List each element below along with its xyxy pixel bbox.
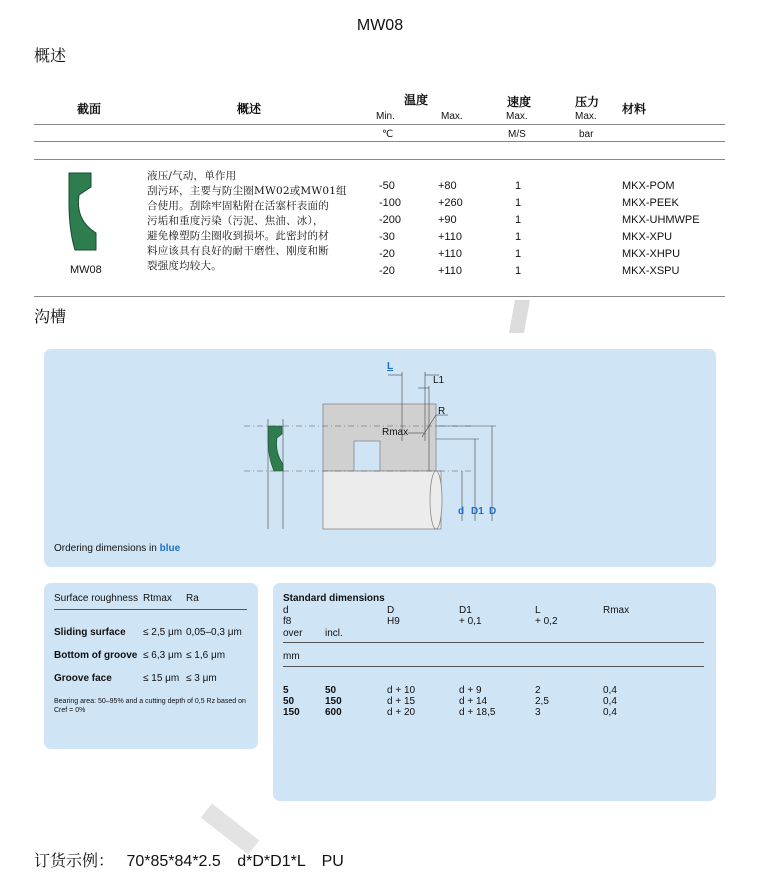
cell-max: +260 [438, 197, 463, 209]
cell-speed: 1 [515, 180, 522, 192]
caption-text: Ordering dimensions in [54, 543, 160, 554]
description-line: 刮污环，主要与防尘圈MW02或MW01组 [147, 185, 347, 197]
standard-cell-incl: 150 [325, 696, 342, 707]
order-example-formula: d*D*D1*L [237, 853, 306, 870]
watermark-stripe-bottom [201, 803, 259, 854]
surface-col-rtmax: Rtmax [143, 593, 172, 604]
surface-row-label: Sliding surface [54, 627, 126, 638]
dim-label-R: R [438, 406, 446, 417]
standard-unit: mm [283, 651, 300, 662]
caption-blue-word: blue [159, 543, 181, 554]
divider [54, 609, 247, 610]
cell-max: +80 [438, 180, 457, 192]
standard-h-L-tol: + 0,2 [535, 616, 558, 627]
standard-title: Standard dimensions [283, 593, 385, 604]
cell-min: -50 [379, 180, 395, 192]
column-max-temp [438, 180, 463, 282]
header-max-speed: Max. [506, 111, 528, 122]
standard-h-D: D [387, 605, 395, 616]
cell-speed: 1 [515, 214, 522, 226]
column-speed [515, 180, 521, 282]
cell-material: MKX-PEEK [622, 197, 679, 209]
description-line: 裂强度均较大。 [147, 260, 222, 272]
unit-speed: M/S [508, 129, 526, 140]
surface-row-ra: ≤ 1,6 μm [186, 650, 226, 661]
surface-roughness-panel [44, 583, 258, 749]
column-material [622, 180, 700, 282]
groove-diagram-panel [44, 349, 716, 567]
standard-cell-Rmax: 0,4 [603, 696, 617, 707]
surface-row-rtmax: ≤ 15 μm [143, 673, 180, 684]
standard-h-L: L [535, 605, 541, 616]
cell-material: MKX-XPU [622, 231, 673, 243]
standard-h-over: over [283, 628, 303, 639]
standard-cell-D: d + 20 [387, 707, 416, 718]
unit-pressure: bar [579, 129, 594, 140]
cell-speed: 1 [515, 265, 522, 277]
surface-row-ra: ≤ 3 μm [186, 673, 217, 684]
surface-header-label: Surface roughness [54, 593, 138, 604]
header-overview: 概述 [237, 102, 262, 116]
cell-min: -200 [379, 214, 402, 226]
header-material: 材料 [622, 102, 647, 116]
standard-cell-L: 2,5 [535, 696, 549, 707]
description-line: 液压/气动，单作用 [147, 170, 237, 182]
surface-row-rtmax: ≤ 6,3 μm [143, 650, 183, 661]
cell-speed: 1 [515, 231, 522, 243]
header-min: Min. [376, 111, 395, 122]
standard-h-d: d [283, 605, 289, 616]
description-line: 合使用。刮除牢固粘附在活塞杆表面的 [147, 200, 329, 212]
cell-max: +90 [438, 214, 457, 226]
header-max-temp: Max. [441, 111, 463, 122]
unit-temperature: ℃ [382, 129, 394, 140]
cell-max: +110 [438, 265, 462, 277]
watermark-stripe-top [509, 300, 530, 333]
description-line: 避免橡塑防尘圈收到损坏。此密封的材 [147, 230, 329, 242]
standard-cell-D1: d + 14 [459, 696, 488, 707]
profile-label: MW08 [70, 264, 102, 276]
standard-cell-incl: 50 [325, 685, 337, 696]
dim-label-d: d [458, 506, 465, 517]
divider [34, 159, 725, 160]
standard-cell-Rmax: 0,4 [603, 685, 617, 696]
order-example-value: 70*85*84*2.5 [126, 853, 221, 870]
cell-min: -20 [379, 265, 395, 277]
surface-row-label: Groove face [54, 673, 112, 684]
standard-dimensions-panel [273, 583, 716, 801]
cell-speed: 1 [515, 197, 522, 209]
order-example-label: 订货示例： [34, 853, 115, 870]
cell-material: MKX-XSPU [622, 265, 680, 277]
divider [283, 642, 704, 643]
cell-max: +110 [438, 248, 462, 260]
divider [34, 141, 725, 142]
surface-row-ra: 0,05–0,3 μm [186, 627, 242, 638]
section-heading-overview: 概述 [34, 48, 67, 65]
order-example-material: PU [321, 853, 344, 870]
surface-row-rtmax: ≤ 2,5 μm [143, 627, 183, 638]
divider [283, 666, 704, 667]
standard-h-D1-tol: + 0,1 [459, 616, 482, 627]
surface-note: Cref = 0% [54, 707, 86, 714]
standard-cell-L: 3 [535, 707, 541, 718]
surface-col-ra: Ra [186, 593, 199, 604]
header-speed: 速度 [507, 95, 532, 109]
order-example [34, 848, 344, 871]
standard-cell-D1: d + 9 [459, 685, 482, 696]
standard-cell-over: 5 [283, 685, 289, 696]
cell-material: MKX-POM [622, 180, 675, 192]
standard-cell-over: 50 [283, 696, 295, 707]
diagram-caption [54, 543, 180, 554]
divider [34, 296, 725, 297]
dim-label-D: D [489, 506, 497, 517]
standard-h-H9: H9 [387, 616, 400, 627]
standard-cell-Rmax: 0,4 [603, 707, 617, 718]
divider [34, 124, 725, 125]
header-temperature: 温度 [404, 93, 429, 107]
standard-cell-L: 2 [535, 685, 541, 696]
section-heading-groove: 沟槽 [34, 309, 67, 326]
standard-h-Rmax: Rmax [603, 605, 630, 616]
dim-label-L: L [387, 361, 394, 372]
description-line: 污垢和重度污染（污泥、焦油、冰）， [147, 215, 324, 227]
standard-h-D1: D1 [459, 605, 472, 616]
surface-note: Bearing area: 50–95% and a cutting depth of 0,5 Rz based on [54, 698, 246, 705]
header-section: 截面 [77, 102, 102, 116]
standard-cell-D1: d + 18,5 [459, 707, 496, 718]
dim-label-L1: L1 [433, 375, 445, 386]
header-max-pressure: Max. [575, 111, 597, 122]
header-pressure: 压力 [575, 95, 600, 109]
cell-min: -20 [379, 248, 395, 260]
groove-diagram [44, 349, 716, 567]
standard-cell-incl: 600 [325, 707, 342, 718]
description-line: 料应该具有良好的耐干磨性、刚度和断 [147, 245, 329, 257]
standard-cell-D: d + 10 [387, 685, 416, 696]
cell-material: MKX-XHPU [622, 248, 681, 260]
cell-material: MKX-UHMWPE [622, 214, 700, 226]
standard-cell-over: 150 [283, 707, 300, 718]
cell-min: -30 [379, 231, 395, 243]
dim-label-D1: D1 [471, 506, 484, 517]
page-title: MW08 [356, 17, 404, 34]
cell-speed: 1 [515, 248, 522, 260]
seal-profile-icon [66, 170, 100, 254]
column-min-temp [379, 180, 401, 282]
surface-row-label: Bottom of groove [54, 650, 138, 661]
standard-h-f8: f8 [283, 616, 292, 627]
cell-max: +110 [438, 231, 462, 243]
product-description [147, 169, 357, 274]
dim-label-Rmax: Rmax [382, 427, 409, 438]
cell-min: -100 [379, 197, 402, 209]
standard-h-incl: incl. [325, 628, 343, 639]
standard-cell-D: d + 15 [387, 696, 416, 707]
